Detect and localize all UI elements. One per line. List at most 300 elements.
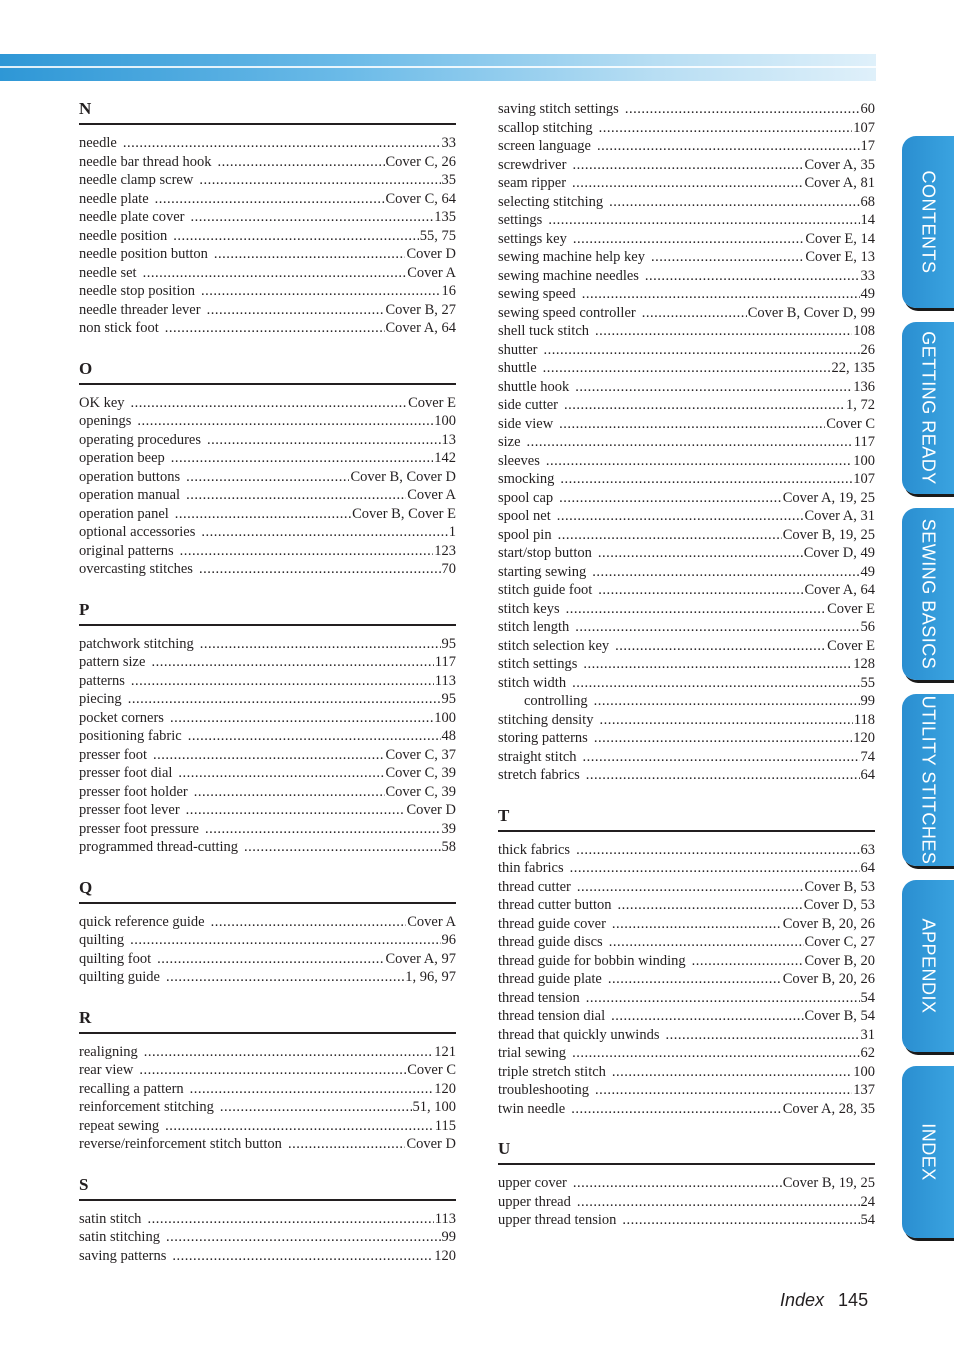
index-entry	[79, 709, 456, 728]
index-entry	[498, 415, 875, 434]
entry-term: stitch selection key	[498, 637, 610, 654]
dot-leader	[131, 672, 434, 691]
tab-contents-label: CONTENTS	[918, 170, 939, 274]
index-entry	[498, 1026, 875, 1045]
dot-leader	[131, 394, 408, 413]
entry-pages: Cover C, 39	[385, 765, 456, 781]
index-entry	[498, 211, 875, 230]
entry-pages: 33	[441, 135, 456, 151]
entry-term: overcasting stitches	[79, 561, 193, 577]
entry-pages: 49	[860, 563, 875, 580]
dot-leader	[558, 526, 782, 545]
entry-term: settings	[498, 212, 543, 228]
dot-leader	[571, 1100, 782, 1119]
index-entry	[498, 618, 875, 637]
dot-leader	[166, 1228, 441, 1247]
entry-pages: 68	[860, 193, 875, 210]
index-entry	[79, 820, 456, 839]
entry-term: starting sewing	[498, 563, 587, 580]
entry-pages: 33	[860, 267, 875, 284]
index-entry	[498, 692, 875, 711]
dot-leader	[612, 1063, 852, 1082]
entry-term: stitch settings	[498, 656, 578, 672]
dot-leader	[190, 1080, 434, 1099]
index-entry	[79, 505, 456, 524]
dot-leader	[207, 431, 441, 450]
entry-pages: 22, 135	[831, 360, 875, 376]
tab-sewing-basics[interactable]	[902, 508, 954, 680]
entry-pages: 17	[860, 138, 875, 154]
entry-term: sewing speed controller	[498, 304, 636, 321]
index-section	[79, 358, 456, 579]
index-entry	[79, 1228, 456, 1247]
index-entry	[79, 190, 456, 209]
entry-pages: 135	[434, 209, 456, 225]
entry-term: storing patterns	[498, 730, 588, 746]
entry-pages: 1, 96, 97	[405, 969, 456, 985]
entry-pages: 16	[441, 283, 456, 299]
entry-term: thread cutter	[498, 878, 571, 895]
dot-leader	[586, 766, 860, 785]
index-entry	[79, 394, 456, 413]
index-entry	[498, 637, 875, 656]
dot-leader	[583, 748, 860, 767]
index-entry	[79, 486, 456, 505]
dot-leader	[622, 1211, 859, 1230]
index-entry	[498, 304, 875, 323]
dot-leader	[572, 174, 803, 193]
dot-leader	[548, 211, 859, 230]
entry-pages: 31	[860, 1026, 875, 1043]
entry-term: sleeves	[498, 452, 540, 469]
index-entry	[79, 523, 456, 542]
dot-leader	[171, 449, 433, 468]
dot-leader	[139, 1061, 406, 1080]
index-entry	[79, 468, 456, 487]
entry-term: operating procedures	[79, 431, 201, 448]
entry-pages: 95	[441, 635, 456, 652]
index-entry	[498, 230, 875, 249]
dot-leader	[214, 245, 406, 264]
dot-leader	[611, 1007, 803, 1026]
tab-index[interactable]	[902, 1066, 954, 1238]
index-entry	[498, 396, 875, 415]
entry-pages: Cover A	[407, 264, 456, 281]
entry-term: satin stitching	[79, 1229, 160, 1245]
index-entry	[79, 950, 456, 969]
entry-term: shuttle	[498, 360, 537, 376]
footer-title: Index	[780, 1290, 825, 1310]
entry-pages: Cover B, 19, 25	[782, 526, 875, 543]
entry-pages: 64	[860, 860, 875, 876]
entry-term: spool cap	[498, 489, 554, 506]
index-entry	[498, 341, 875, 360]
index-entry	[498, 507, 875, 526]
entry-pages: Cover B, 27	[385, 301, 456, 318]
index-entry	[498, 322, 875, 341]
entry-pages: 54	[860, 989, 875, 1006]
dot-leader	[615, 637, 826, 656]
entry-term: operation manual	[79, 487, 181, 503]
entry-pages: 64	[860, 767, 875, 783]
index-entry	[498, 119, 875, 138]
tab-appendix-label: APPENDIX	[918, 918, 939, 1014]
entry-pages: 63	[860, 841, 875, 858]
index-entry	[79, 1117, 456, 1136]
dot-leader	[573, 230, 804, 249]
index-entry	[79, 1080, 456, 1099]
entry-term: sewing machine needles	[498, 267, 639, 284]
index-entry	[79, 931, 456, 950]
entry-pages: Cover C, 37	[385, 746, 456, 763]
entry-term: presser foot pressure	[79, 820, 199, 837]
entry-term: original patterns	[79, 542, 174, 559]
index-entry	[498, 285, 875, 304]
entry-term: reinforcement stitching	[79, 1099, 214, 1115]
dot-leader	[173, 227, 419, 246]
entry-term: stitching density	[498, 711, 594, 728]
entry-pages: Cover B, 54	[804, 1008, 875, 1024]
index-section	[498, 805, 875, 1119]
index-section	[79, 98, 456, 338]
index-entry	[498, 915, 875, 934]
entry-term: start/stop button	[498, 545, 592, 561]
entry-pages: Cover C, 39	[385, 783, 456, 800]
dot-leader	[199, 171, 440, 190]
dot-leader	[595, 322, 852, 341]
index-entry	[79, 134, 456, 153]
dot-leader	[172, 1247, 433, 1266]
entry-pages: 56	[860, 619, 875, 635]
dot-leader	[612, 915, 782, 934]
entry-pages: 70	[441, 561, 456, 577]
entry-term: thread guide plate	[498, 971, 602, 987]
entry-pages: 100	[853, 1063, 875, 1080]
entry-term: presser foot dial	[79, 765, 173, 781]
entry-pages: Cover A, 35	[804, 156, 875, 173]
entry-pages: Cover B, 20, 26	[782, 971, 875, 987]
index-entry	[498, 952, 875, 971]
entry-pages: 107	[853, 471, 875, 487]
index-entry	[498, 933, 875, 952]
index-entry	[79, 1061, 456, 1080]
entry-pages: 39	[441, 820, 456, 837]
entry-pages: 115	[434, 1117, 456, 1134]
entry-pages: Cover D, 53	[803, 897, 875, 913]
index-entry	[498, 563, 875, 582]
index-entry	[498, 526, 875, 545]
index-entry	[79, 913, 456, 932]
entry-term: operation panel	[79, 505, 169, 522]
index-entry	[79, 227, 456, 246]
entry-pages: Cover B, 20	[804, 952, 875, 969]
entry-term: settings key	[498, 230, 567, 247]
entry-term: saving stitch settings	[498, 101, 619, 117]
section-letter: U	[498, 1138, 875, 1165]
dot-leader	[147, 1210, 433, 1229]
entry-pages: 74	[860, 748, 875, 765]
index-entry	[79, 746, 456, 765]
header-band	[0, 54, 876, 81]
dot-leader	[178, 764, 384, 783]
dot-leader	[144, 1043, 433, 1062]
entry-pages: 100	[434, 709, 456, 726]
index-entry	[79, 319, 456, 338]
index-entry	[498, 989, 875, 1008]
entry-pages: 60	[860, 101, 875, 117]
tab-contents[interactable]	[902, 136, 954, 308]
tab-utility-stitches[interactable]	[902, 694, 954, 866]
index-column-right	[498, 100, 875, 1230]
index-entry	[498, 729, 875, 748]
dot-leader	[543, 359, 831, 378]
dot-leader	[645, 267, 860, 286]
index-entry	[498, 878, 875, 897]
dot-leader	[570, 859, 860, 878]
entry-pages: 1	[448, 524, 456, 540]
entry-pages: 51, 100	[412, 1099, 456, 1115]
index-entry	[79, 1210, 456, 1229]
index-entry	[79, 282, 456, 301]
dot-leader	[559, 489, 782, 508]
dot-leader	[572, 1044, 859, 1063]
entry-term: pocket corners	[79, 709, 164, 726]
index-entry	[498, 359, 875, 378]
entry-pages: 24	[860, 1193, 875, 1210]
entry-term: satin stitch	[79, 1210, 142, 1227]
index-section	[79, 1174, 456, 1266]
index-section	[498, 1138, 875, 1230]
entry-term: needle threader lever	[79, 301, 201, 318]
dot-leader	[151, 653, 433, 672]
entry-term: needle clamp screw	[79, 172, 194, 188]
dot-leader	[594, 729, 852, 748]
entry-term: sewing machine help key	[498, 249, 645, 265]
dot-leader	[572, 156, 803, 175]
index-entry	[498, 100, 875, 119]
entry-pages: Cover C	[407, 1062, 456, 1078]
entry-term: needle set	[79, 264, 137, 281]
dot-leader	[205, 820, 441, 839]
index-entry	[498, 1081, 875, 1100]
section-letter: R	[79, 1007, 456, 1034]
index-entry	[498, 1100, 875, 1119]
entry-pages: Cover B, 53	[804, 878, 875, 895]
entry-term: realigning	[79, 1043, 138, 1060]
entry-term: thin fabrics	[498, 860, 564, 876]
dot-leader	[186, 486, 406, 505]
index-entry	[79, 264, 456, 283]
index-entry	[79, 1043, 456, 1062]
entry-term: positioning fabric	[79, 728, 182, 744]
index-entry	[498, 600, 875, 619]
index-entry	[79, 764, 456, 783]
dot-leader	[609, 193, 859, 212]
dot-leader	[166, 968, 404, 987]
entry-term: sewing speed	[498, 286, 576, 302]
dot-leader	[692, 952, 804, 971]
dot-leader	[573, 1174, 782, 1193]
dot-leader	[595, 1081, 852, 1100]
index-entry	[498, 156, 875, 175]
index-entry	[498, 193, 875, 212]
entry-term: patchwork stitching	[79, 635, 194, 652]
entry-pages: Cover A	[407, 487, 456, 503]
index-entry	[498, 1193, 875, 1212]
index-entry	[498, 1044, 875, 1063]
index-entry	[498, 137, 875, 156]
entry-pages: Cover B, Cover D	[350, 468, 456, 485]
entry-term: programmed thread-cutting	[79, 839, 239, 855]
dot-leader	[608, 970, 782, 989]
tab-appendix[interactable]	[902, 880, 954, 1052]
index-entry	[79, 301, 456, 320]
entry-term: thread guide cover	[498, 915, 606, 932]
entry-term: presser foot	[79, 746, 148, 763]
entry-pages: 48	[441, 728, 456, 744]
dot-leader	[609, 933, 804, 952]
entry-term: needle position button	[79, 246, 208, 262]
dot-leader	[130, 931, 440, 950]
index-section	[79, 1007, 456, 1154]
index-entry	[498, 1007, 875, 1026]
entry-term: repeat sewing	[79, 1117, 160, 1134]
index-entry	[498, 970, 875, 989]
section-letter: N	[79, 98, 456, 125]
entry-pages: Cover E	[827, 637, 875, 654]
section-letter: T	[498, 805, 875, 832]
entry-term: piecing	[79, 691, 122, 707]
entry-pages: Cover B, Cover E	[352, 505, 456, 522]
entry-term: openings	[79, 413, 132, 429]
dot-leader	[599, 119, 853, 138]
dot-leader	[560, 470, 852, 489]
dot-leader	[618, 896, 803, 915]
index-entry	[498, 452, 875, 471]
dot-leader	[592, 563, 859, 582]
index-entry	[79, 449, 456, 468]
index-section	[79, 599, 456, 857]
entry-term: thread tension dial	[498, 1008, 606, 1024]
page-number: 145	[838, 1290, 869, 1310]
entry-term: stitch guide foot	[498, 582, 593, 598]
dot-leader	[642, 304, 747, 323]
index-entry	[498, 174, 875, 193]
index-entry	[79, 1247, 456, 1266]
entry-pages: 35	[441, 172, 456, 188]
dot-leader	[153, 746, 384, 765]
dot-leader	[220, 1098, 412, 1117]
entry-term: thread that quickly unwinds	[498, 1026, 660, 1043]
entry-pages: 123	[434, 542, 456, 559]
entry-pages: 13	[441, 431, 456, 448]
dot-leader	[559, 415, 825, 434]
entry-term: quick reference guide	[79, 913, 205, 930]
entry-pages: Cover A	[407, 913, 456, 930]
entry-term: side cutter	[498, 397, 558, 413]
dot-leader	[577, 1193, 860, 1212]
index-entry	[79, 431, 456, 450]
tab-getting-ready[interactable]	[902, 322, 954, 494]
entry-pages: 58	[441, 839, 456, 855]
entry-pages: Cover A, 81	[804, 175, 875, 191]
entry-term: quilting foot	[79, 950, 152, 967]
dot-leader	[665, 1026, 859, 1045]
entry-term: non stick foot	[79, 320, 159, 336]
entry-term: needle position	[79, 227, 168, 244]
dot-leader	[586, 989, 860, 1008]
entry-term: side view	[498, 415, 554, 432]
entry-term: size	[498, 434, 521, 450]
index-entry	[79, 783, 456, 802]
entry-pages: 100	[434, 413, 456, 429]
dot-leader	[201, 282, 441, 301]
entry-pages: 136	[853, 378, 875, 395]
entry-term: needle bar thread hook	[79, 153, 212, 170]
dot-leader	[175, 505, 351, 524]
entry-term: screen language	[498, 138, 591, 154]
entry-pages: 117	[434, 654, 456, 670]
index-entry	[498, 489, 875, 508]
entry-pages: 95	[441, 691, 456, 707]
index-entry	[79, 968, 456, 987]
index-section	[79, 877, 456, 987]
section-letter: P	[79, 599, 456, 626]
index-entry	[498, 841, 875, 860]
index-entry	[498, 896, 875, 915]
dot-leader	[128, 690, 441, 709]
dot-leader	[165, 1117, 434, 1136]
entry-term: thread guide discs	[498, 934, 603, 950]
dot-leader	[199, 560, 441, 579]
dot-leader	[244, 838, 440, 857]
dot-leader	[201, 523, 447, 542]
index-entry	[498, 433, 875, 452]
entry-term: optional accessories	[79, 524, 196, 540]
index-entry	[79, 171, 456, 190]
index-entry	[498, 581, 875, 600]
dot-leader	[211, 913, 407, 932]
index-entry	[498, 859, 875, 878]
entry-term: controlling	[524, 693, 588, 709]
entry-pages: Cover C, 64	[385, 190, 456, 207]
entry-term: patterns	[79, 672, 125, 689]
index-entry	[79, 542, 456, 561]
entry-pages: 1, 72	[846, 397, 875, 413]
entry-term: quilting	[79, 932, 125, 948]
entry-term: spool net	[498, 508, 551, 524]
dot-leader	[188, 727, 441, 746]
entry-term: shutter	[498, 341, 538, 358]
dot-leader	[598, 581, 803, 600]
entry-pages: 96	[441, 932, 456, 948]
entry-pages: 54	[860, 1212, 875, 1228]
entry-term: straight stitch	[498, 748, 577, 765]
dot-leader	[576, 841, 859, 860]
entry-term: presser foot lever	[79, 802, 180, 818]
entry-pages: 118	[853, 711, 875, 728]
entry-pages: 99	[860, 693, 875, 709]
entry-pages: 142	[434, 450, 456, 466]
dot-leader	[546, 452, 852, 471]
entry-term: pattern size	[79, 654, 146, 670]
entry-term: stretch fabrics	[498, 767, 580, 783]
dot-leader	[207, 301, 385, 320]
index-entry	[498, 1063, 875, 1082]
dot-leader	[217, 153, 384, 172]
entry-term: thread cutter button	[498, 897, 612, 913]
index-entry	[498, 766, 875, 785]
